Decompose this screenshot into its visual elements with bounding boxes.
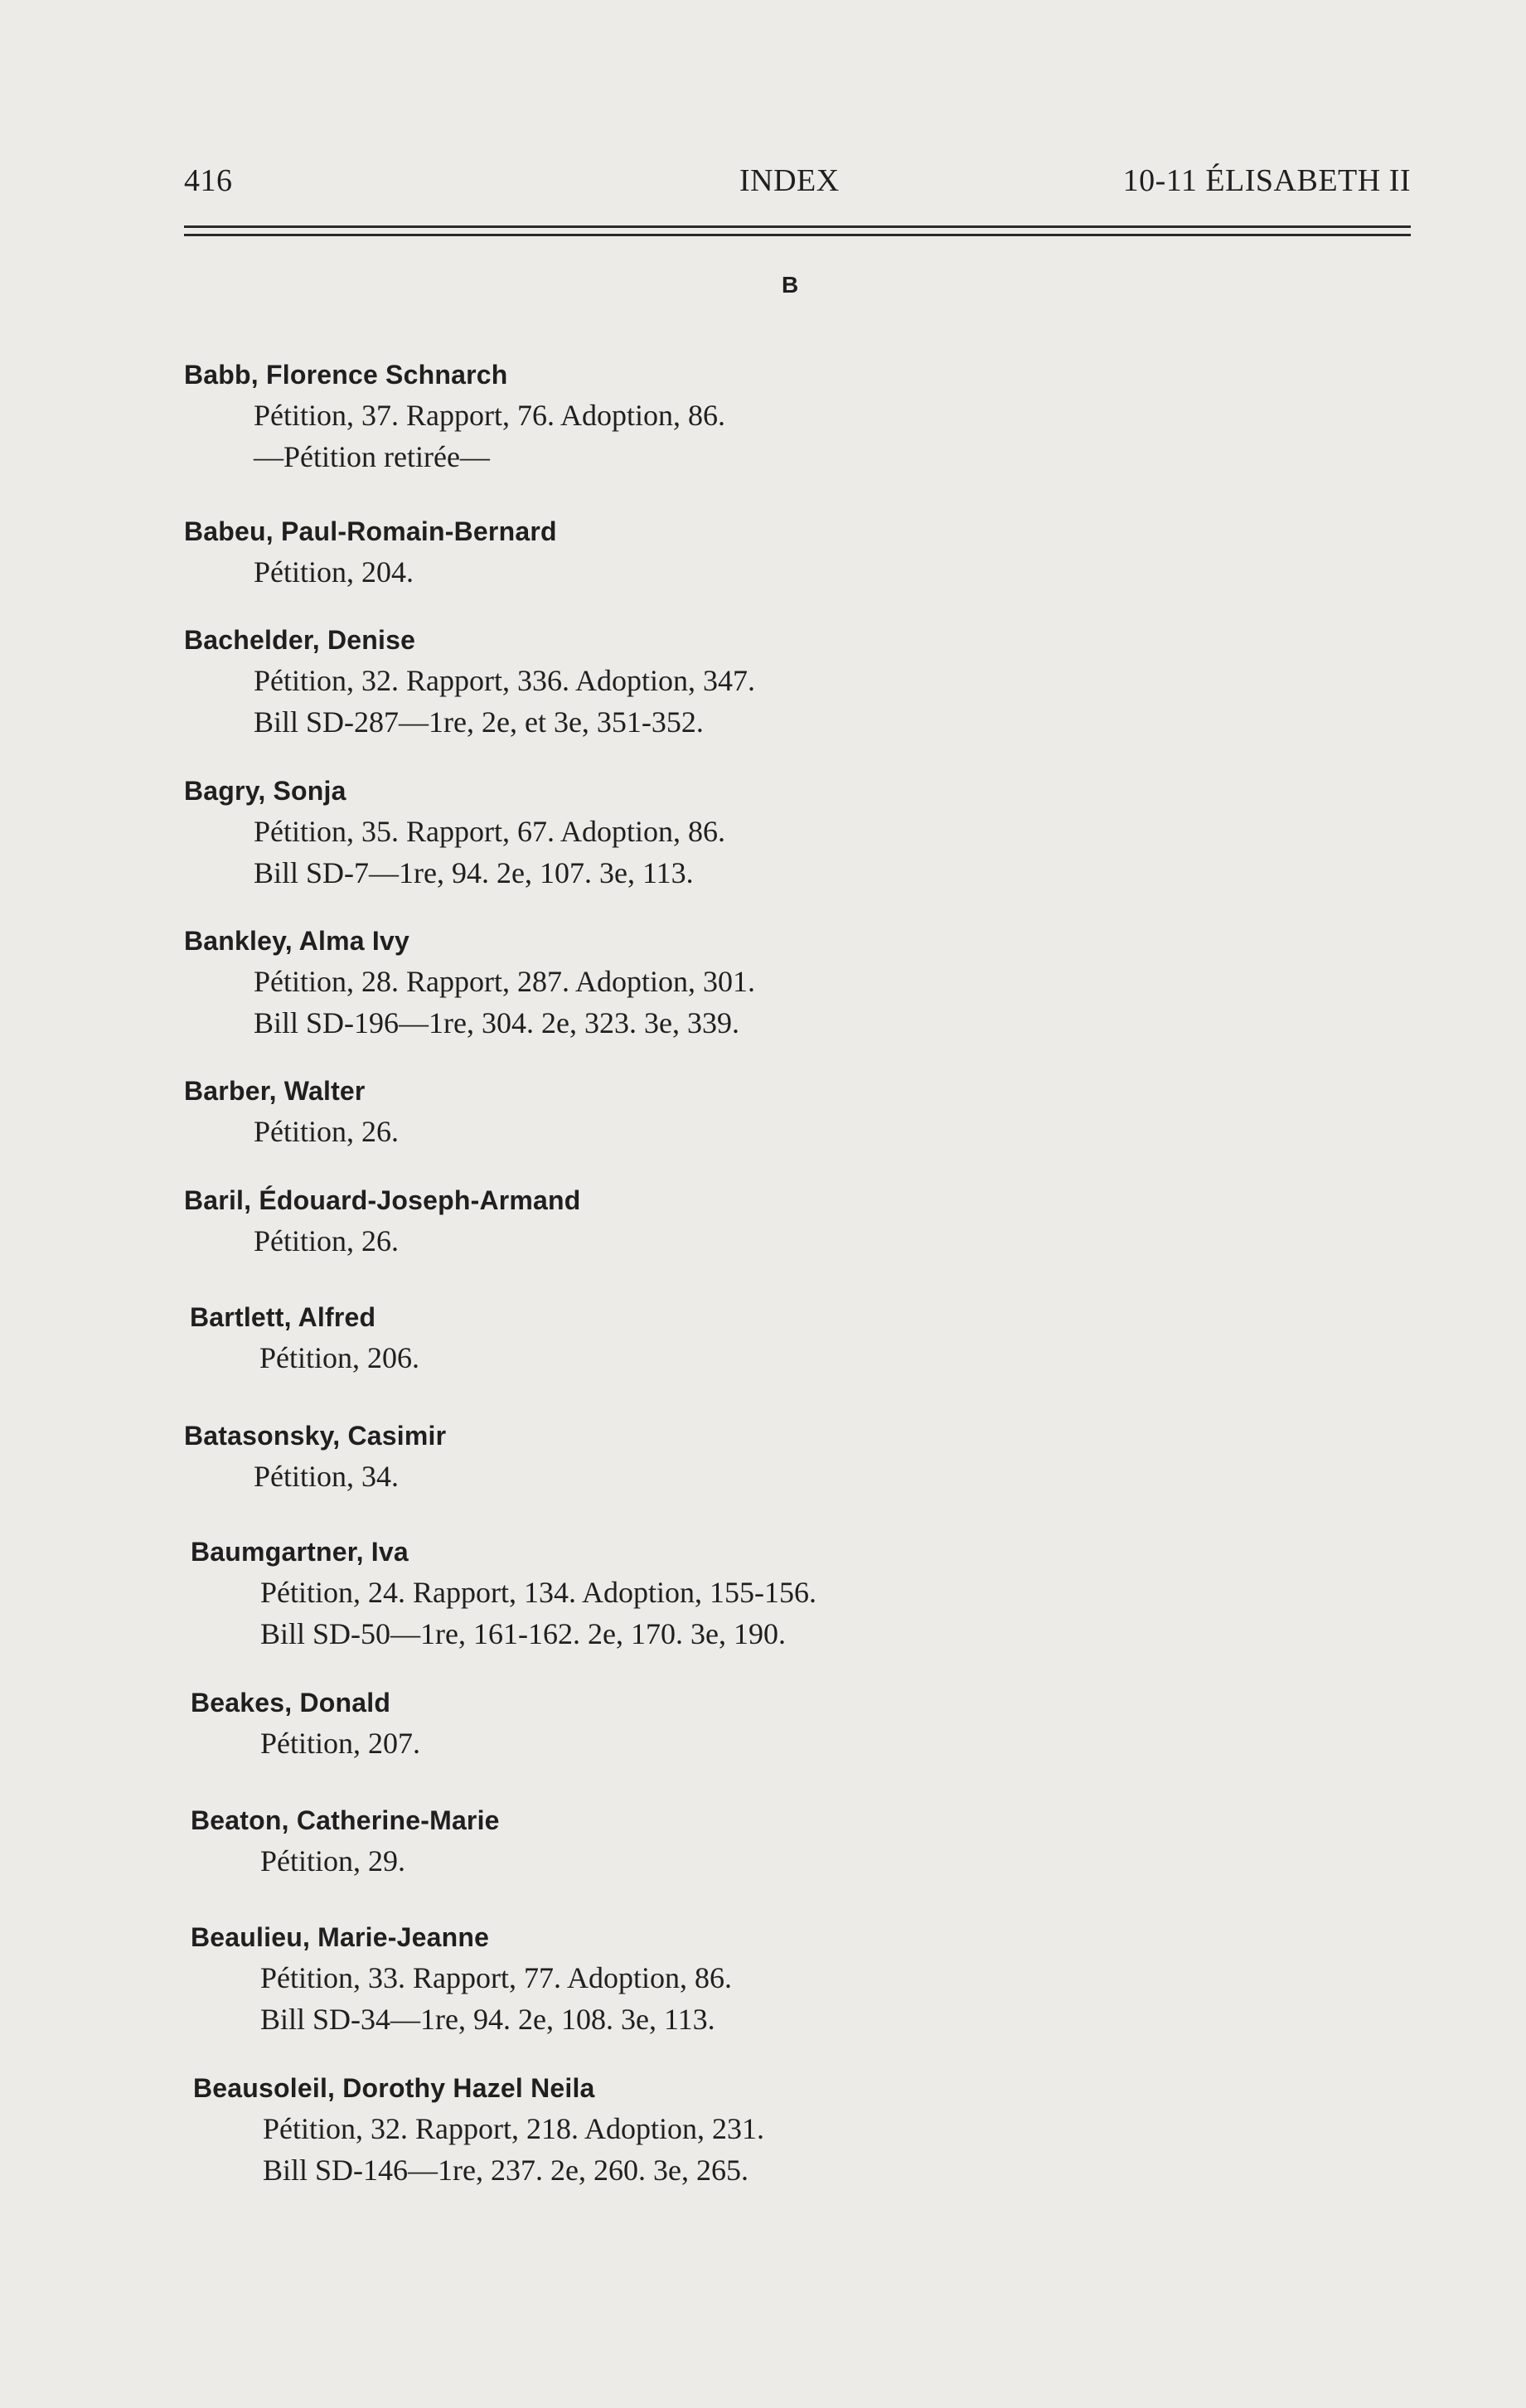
entry-reference-line: Bill SD-146—1re, 237. 2e, 260. 3e, 265. [263,2154,748,2187]
entry-name: Babb, Florence Schnarch [184,360,508,390]
index-entry [191,1917,1185,2040]
entry-name: Baril, Édouard-Joseph-Armand [184,1185,581,1215]
index-entry [184,1416,1179,1497]
index-entry [184,921,1179,1044]
index-entry [184,355,1179,477]
entry-reference-line: Pétition, 29. [260,1844,406,1877]
entry-reference-line: Pétition, 26. [254,1115,400,1148]
entry-reference-line: Pétition, 37. Rapport, 76. Adoption, 86. [254,399,726,432]
entry-name: Batasonsky, Casimir [184,1421,447,1451]
entry-name: Beaton, Catherine-Marie [191,1805,500,1835]
entry-reference-line: Pétition, 207. [260,1727,421,1760]
entry-name: Barber, Walter [184,1076,366,1106]
entry-reference-line: Pétition, 35. Rapport, 67. Adoption, 86. [254,815,726,848]
entry-reference-line: Pétition, 26. [254,1224,400,1257]
index-entry [191,1683,1185,1764]
entry-reference-line: Pétition, 24. Rapport, 134. Adoption, 155-156. [260,1576,816,1609]
entry-name: Bagry, Sonja [184,776,346,806]
entry-name: Beaulieu, Marie-Jeanne [191,1922,490,1952]
entry-reference-line: Bill SD-287—1re, 2e, et 3e, 351-352. [254,705,704,739]
entry-reference-line: Bill SD-34—1re, 94. 2e, 108. 3e, 113. [260,2003,715,2036]
entry-name: Baumgartner, Iva [191,1537,409,1567]
reign-label: 10-11 ÉLISABETH II [1122,163,1411,198]
entry-reference-line: Pétition, 204. [254,555,414,589]
index-entry [193,2068,1188,2191]
entry-name: Beausoleil, Dorothy Hazel Neila [193,2073,595,2103]
entry-name: Bachelder, Denise [184,625,416,655]
index-entry [184,1180,1179,1262]
entry-name: Bankley, Alma Ivy [184,926,409,956]
entry-name: Bartlett, Alfred [190,1302,376,1332]
entry-reference-line: Bill SD-50—1re, 161-162. 2e, 170. 3e, 190. [260,1617,786,1650]
page-number: 416 [184,163,233,198]
index-entry [191,1800,1185,1882]
section-title: INDEX [739,163,840,198]
entry-reference-line: Pétition, 32. Rapport, 218. Adoption, 231. [263,2112,765,2145]
index-entry [184,771,1179,894]
index-entry [190,1297,1184,1378]
index-entry [184,511,1179,593]
entry-reference-line: Pétition, 206. [259,1341,420,1374]
index-entry [184,620,1179,743]
entry-reference-line: Pétition, 28. Rapport, 287. Adoption, 301. [254,965,756,998]
entry-name: Beakes, Donald [191,1688,391,1718]
entry-reference-line: Pétition, 33. Rapport, 77. Adoption, 86. [260,1961,733,1994]
entry-reference-line: Bill SD-196—1re, 304. 2e, 323. 3e, 339. [254,1006,739,1039]
entry-reference-line: Bill SD-7—1re, 94. 2e, 107. 3e, 113. [254,856,694,889]
index-entry [191,1532,1185,1655]
entry-reference-line: Pétition, 32. Rapport, 336. Adoption, 347. [254,664,756,697]
entry-name: Babeu, Paul-Romain-Bernard [184,516,557,546]
index-entry [184,1071,1179,1152]
entry-reference-line: Pétition, 34. [254,1460,400,1493]
letter-heading: B [782,272,799,298]
entry-reference-line: —Pétition retirée— [254,440,490,473]
